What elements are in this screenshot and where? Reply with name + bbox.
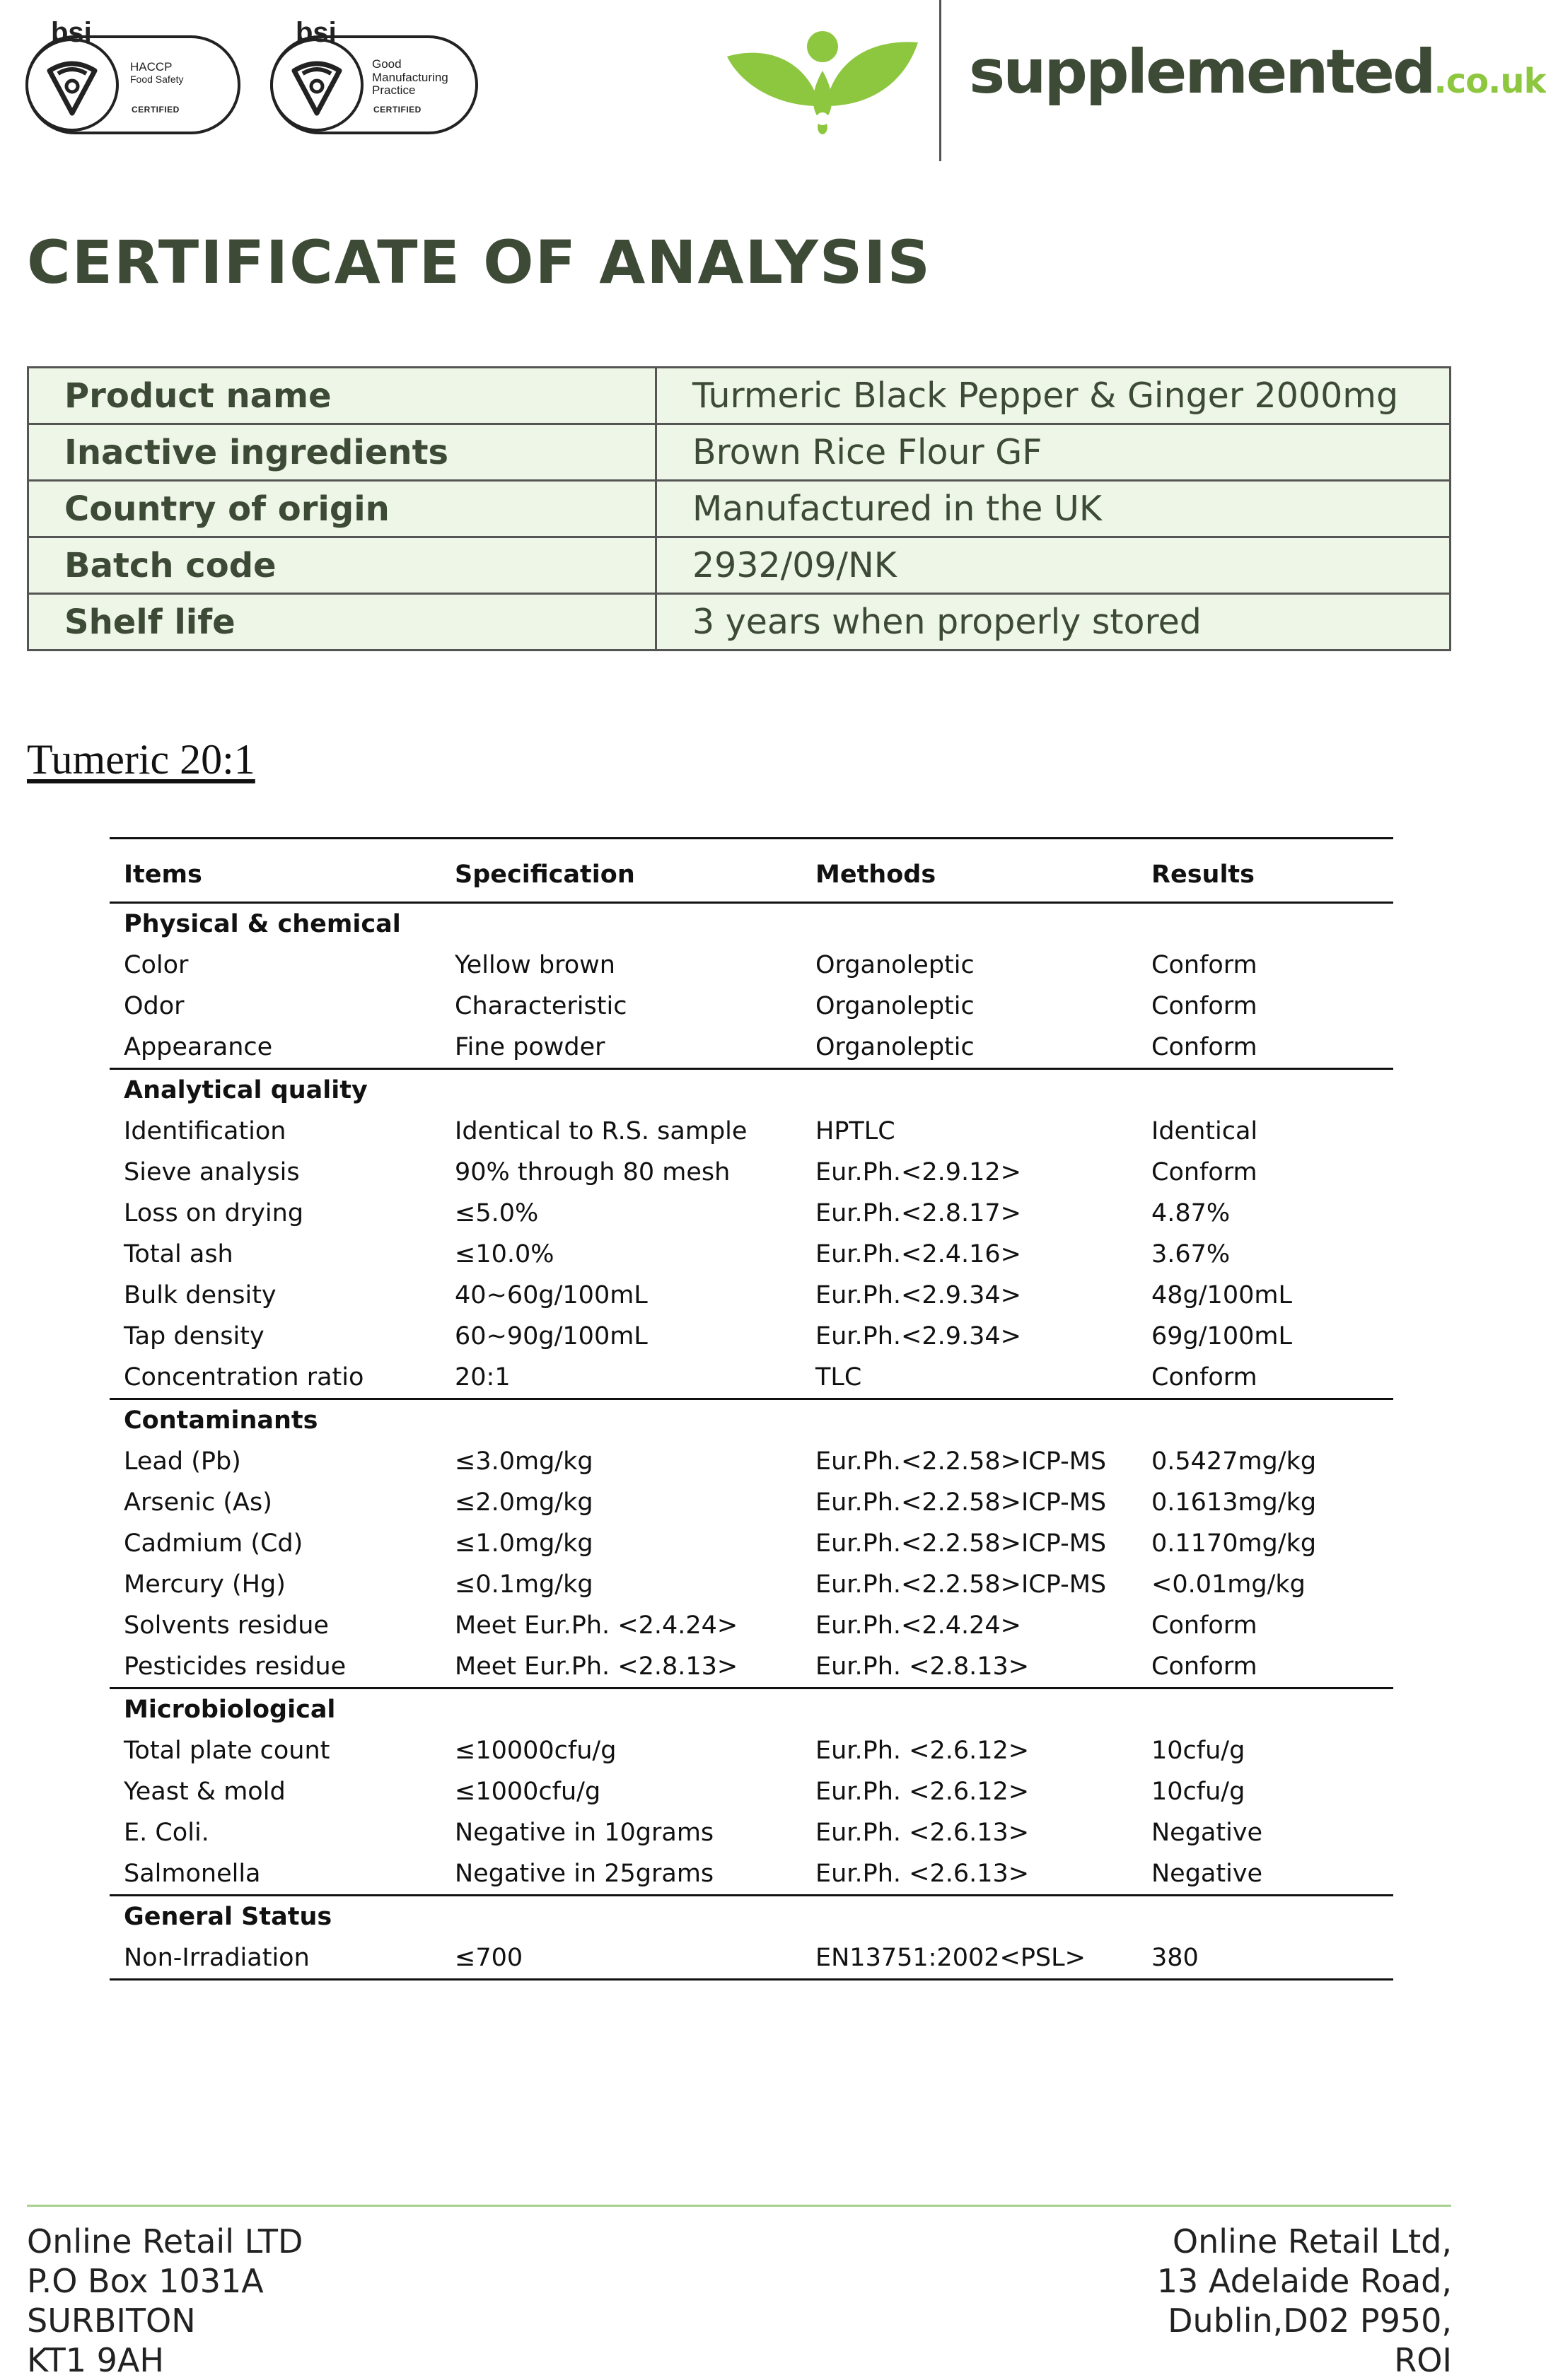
item-name: Concentration ratio xyxy=(110,1357,441,1399)
table-row xyxy=(110,1482,1393,1523)
bsi-wordmark: bsi xyxy=(296,17,337,48)
table-row xyxy=(110,1523,1393,1564)
product-info-row xyxy=(28,481,1451,537)
table-row xyxy=(110,1152,1393,1193)
item-name: Non-Irradiation xyxy=(110,1937,441,1980)
column-header-specification: Specification xyxy=(441,839,801,903)
item-name: Total ash xyxy=(124,1240,233,1268)
item-specification: 20:1 xyxy=(441,1357,801,1399)
table-row xyxy=(110,1605,1393,1646)
item-name: Bulk density xyxy=(124,1281,277,1309)
item-method: Eur.Ph.<2.2.58>ICP-MS xyxy=(815,1447,1107,1476)
item-name: Lead (Pb) xyxy=(124,1447,241,1476)
group-heading-row xyxy=(110,1069,1393,1112)
product-info-label: Shelf life xyxy=(28,594,656,651)
haccp-certified-badge xyxy=(24,17,243,134)
item-result: 69g/100mL xyxy=(1151,1322,1292,1351)
item-name: Yeast & mold xyxy=(124,1778,286,1806)
item-specification: Yellow brown xyxy=(455,951,615,979)
item-result: 48g/100mL xyxy=(1151,1281,1292,1309)
item-name: Solvents residue xyxy=(124,1611,329,1640)
item-specification: Negative in 25grams xyxy=(441,1853,801,1896)
item-specification: Characteristic xyxy=(455,992,627,1020)
address-line: SURBITON xyxy=(27,2302,196,2340)
item-result: Conform xyxy=(1151,1611,1257,1640)
item-result: Conform xyxy=(1151,992,1257,1020)
section-heading: Tumeric 20:1 xyxy=(27,736,255,783)
product-info-value: Brown Rice Flour GF xyxy=(656,424,1451,481)
item-method: Eur.Ph.<2.8.17> xyxy=(815,1199,1021,1227)
item-specification: ≤1000cfu/g xyxy=(455,1778,601,1806)
item-result: 10cfu/g xyxy=(1151,1737,1245,1765)
item-specification: ≤0.1mg/kg xyxy=(455,1570,593,1599)
item-result: Conform xyxy=(1151,951,1257,979)
item-name: Cadmium (Cd) xyxy=(124,1529,303,1558)
item-result: 0.1170mg/kg xyxy=(1151,1529,1317,1558)
item-name: Pesticides residue xyxy=(110,1646,441,1688)
item-method: Eur.Ph. <2.6.13> xyxy=(815,1819,1030,1847)
item-name: Loss on drying xyxy=(124,1199,304,1227)
table-row xyxy=(110,1234,1393,1275)
item-result: Conform xyxy=(1151,1158,1257,1186)
item-result: 0.5427mg/kg xyxy=(1151,1447,1317,1476)
item-result: Negative xyxy=(1151,1819,1263,1847)
gmp-certified-badge xyxy=(269,17,481,134)
item-result: 10cfu/g xyxy=(1151,1778,1245,1806)
group-heading: Physical & chemical xyxy=(124,910,401,938)
group-heading: Contaminants xyxy=(124,1406,318,1435)
item-specification: ≤700 xyxy=(441,1937,801,1980)
table-row xyxy=(110,1730,1393,1771)
item-result: 380 xyxy=(1137,1937,1393,1980)
column-header-methods: Methods xyxy=(801,839,1137,903)
item-result: Negative xyxy=(1137,1853,1393,1896)
table-row xyxy=(110,1564,1393,1605)
column-header-results: Results xyxy=(1137,839,1393,903)
item-method: TLC xyxy=(801,1357,1137,1399)
item-specification: ≤2.0mg/kg xyxy=(455,1488,593,1517)
product-info-value: Turmeric Black Pepper & Ginger 2000mg xyxy=(656,368,1451,424)
item-specification: ≤5.0% xyxy=(455,1199,539,1227)
item-specification: 90% through 80 mesh xyxy=(455,1158,731,1186)
item-method: Eur.Ph.<2.4.24> xyxy=(815,1611,1021,1640)
table-row xyxy=(110,986,1393,1027)
analysis-body xyxy=(110,903,1393,1980)
item-method: Eur.Ph.<2.9.34> xyxy=(815,1281,1021,1309)
item-specification: ≤10.0% xyxy=(455,1240,554,1268)
header-divider xyxy=(939,0,941,161)
item-method: Eur.Ph. <2.6.13> xyxy=(801,1853,1137,1896)
item-specification: Negative in 10grams xyxy=(455,1819,714,1847)
item-method: Eur.Ph. <2.6.12> xyxy=(815,1737,1030,1765)
item-specification: Fine powder xyxy=(441,1027,801,1069)
item-result: 3.67% xyxy=(1151,1240,1231,1268)
item-method: Eur.Ph.<2.2.58>ICP-MS xyxy=(815,1529,1107,1558)
item-method: Eur.Ph.<2.9.12> xyxy=(815,1158,1021,1186)
product-info-label: Inactive ingredients xyxy=(28,424,656,481)
item-name: Salmonella xyxy=(110,1853,441,1896)
item-specification: ≤3.0mg/kg xyxy=(455,1447,593,1476)
item-name: Tap density xyxy=(124,1322,265,1351)
item-method: Eur.Ph.<2.4.16> xyxy=(815,1240,1021,1268)
item-result: Conform xyxy=(1137,1357,1393,1399)
ireland-address xyxy=(1157,2222,1452,2380)
address-line: KT1 9AH xyxy=(27,2341,164,2379)
analysis-header-row xyxy=(110,839,1393,903)
item-method: Eur.Ph. <2.8.13> xyxy=(801,1646,1137,1688)
item-result: Identical xyxy=(1151,1117,1258,1145)
item-specification: 60~90g/100mL xyxy=(455,1322,648,1351)
column-header-items: Items xyxy=(110,839,441,903)
table-row xyxy=(110,1357,1393,1399)
product-info-label: Batch code xyxy=(28,537,656,594)
item-name: Identification xyxy=(124,1117,286,1145)
item-result: <0.01mg/kg xyxy=(1151,1570,1306,1599)
product-info-row xyxy=(28,594,1451,651)
item-method: HPTLC xyxy=(815,1117,895,1145)
table-row xyxy=(110,1111,1393,1152)
product-info-row xyxy=(28,368,1451,424)
table-row xyxy=(110,1275,1393,1316)
address-line: P.O Box 1031A xyxy=(27,2262,264,2300)
group-heading: Analytical quality xyxy=(124,1076,368,1104)
group-heading-row xyxy=(110,1688,1393,1731)
item-name: Arsenic (As) xyxy=(124,1488,272,1517)
table-row xyxy=(110,1193,1393,1234)
table-row xyxy=(110,1646,1393,1688)
group-heading-row xyxy=(110,1896,1393,1938)
item-result: 4.87% xyxy=(1151,1199,1231,1227)
analysis-table xyxy=(110,837,1393,1981)
table-row xyxy=(110,945,1393,986)
table-row xyxy=(110,1441,1393,1482)
item-specification: Meet Eur.Ph. <2.8.13> xyxy=(441,1646,801,1688)
certified-label: CERTIFIED xyxy=(373,105,422,115)
footer-divider xyxy=(27,2205,1451,2207)
item-name: Color xyxy=(124,951,189,979)
item-name: Sieve analysis xyxy=(124,1158,300,1186)
product-info-value: Manufactured in the UK xyxy=(656,481,1451,537)
item-name: Appearance xyxy=(110,1027,441,1069)
item-result: Conform xyxy=(1137,1646,1393,1688)
table-row xyxy=(110,1937,1393,1980)
item-specification: ≤10000cfu/g xyxy=(455,1737,617,1765)
item-specification: Identical to R.S. sample xyxy=(455,1117,748,1145)
table-row xyxy=(110,1853,1393,1896)
address-line: ROI xyxy=(1394,2341,1452,2379)
brand-wordmark: supplemented.co.uk xyxy=(969,37,1546,107)
item-method: EN13751:2002<PSL> xyxy=(801,1937,1137,1980)
uk-address xyxy=(27,2222,303,2380)
product-info-row xyxy=(28,424,1451,481)
item-specification: ≤1.0mg/kg xyxy=(455,1529,593,1558)
table-row xyxy=(110,1027,1393,1069)
supplemented-leaf-logo-icon xyxy=(727,28,918,134)
item-specification: Meet Eur.Ph. <2.4.24> xyxy=(455,1611,738,1640)
item-name: E. Coli. xyxy=(124,1819,209,1847)
item-name: Total plate count xyxy=(124,1737,330,1765)
address-line: 13 Adelaide Road, xyxy=(1156,2262,1452,2300)
item-method: Organoleptic xyxy=(815,951,975,979)
gmp-badge-text: Good Manufacturing Practice xyxy=(372,57,448,98)
item-specification: 40~60g/100mL xyxy=(455,1281,648,1309)
table-row xyxy=(110,1316,1393,1357)
address-line: Dublin,D02 P950, xyxy=(1168,2302,1452,2340)
document-title: CERTIFICATE OF ANALYSIS xyxy=(27,228,932,297)
certified-label: CERTIFIED xyxy=(132,105,180,115)
haccp-badge-text: HACCP Food Safety xyxy=(130,60,184,85)
item-result: 0.1613mg/kg xyxy=(1151,1488,1317,1517)
item-name: Mercury (Hg) xyxy=(124,1570,286,1599)
table-row xyxy=(110,1812,1393,1853)
item-method: Eur.Ph.<2.2.58>ICP-MS xyxy=(815,1488,1107,1517)
product-info-value: 2932/09/NK xyxy=(656,537,1451,594)
table-row xyxy=(110,1771,1393,1812)
item-result: Conform xyxy=(1137,1027,1393,1069)
bsi-wordmark: bsi xyxy=(51,17,92,48)
group-heading-row xyxy=(110,903,1393,945)
group-heading: General Status xyxy=(124,1903,332,1931)
item-method: Eur.Ph.<2.2.58>ICP-MS xyxy=(815,1570,1107,1599)
group-heading: Microbiological xyxy=(124,1696,336,1724)
item-method: Organoleptic xyxy=(815,992,975,1020)
product-info-label: Product name xyxy=(28,368,656,424)
group-heading-row xyxy=(110,1399,1393,1442)
product-info-table xyxy=(27,366,1451,651)
address-line: Online Retail LTD xyxy=(27,2222,303,2261)
address-line: Online Retail Ltd, xyxy=(1172,2222,1452,2261)
item-method: Eur.Ph. <2.6.12> xyxy=(815,1778,1030,1806)
item-method: Organoleptic xyxy=(801,1027,1137,1069)
product-info-label: Country of origin xyxy=(28,481,656,537)
item-method: Eur.Ph.<2.9.34> xyxy=(815,1322,1021,1351)
item-name: Odor xyxy=(124,992,185,1020)
product-info-row xyxy=(28,537,1451,594)
product-info-value: 3 years when properly stored xyxy=(656,594,1451,651)
